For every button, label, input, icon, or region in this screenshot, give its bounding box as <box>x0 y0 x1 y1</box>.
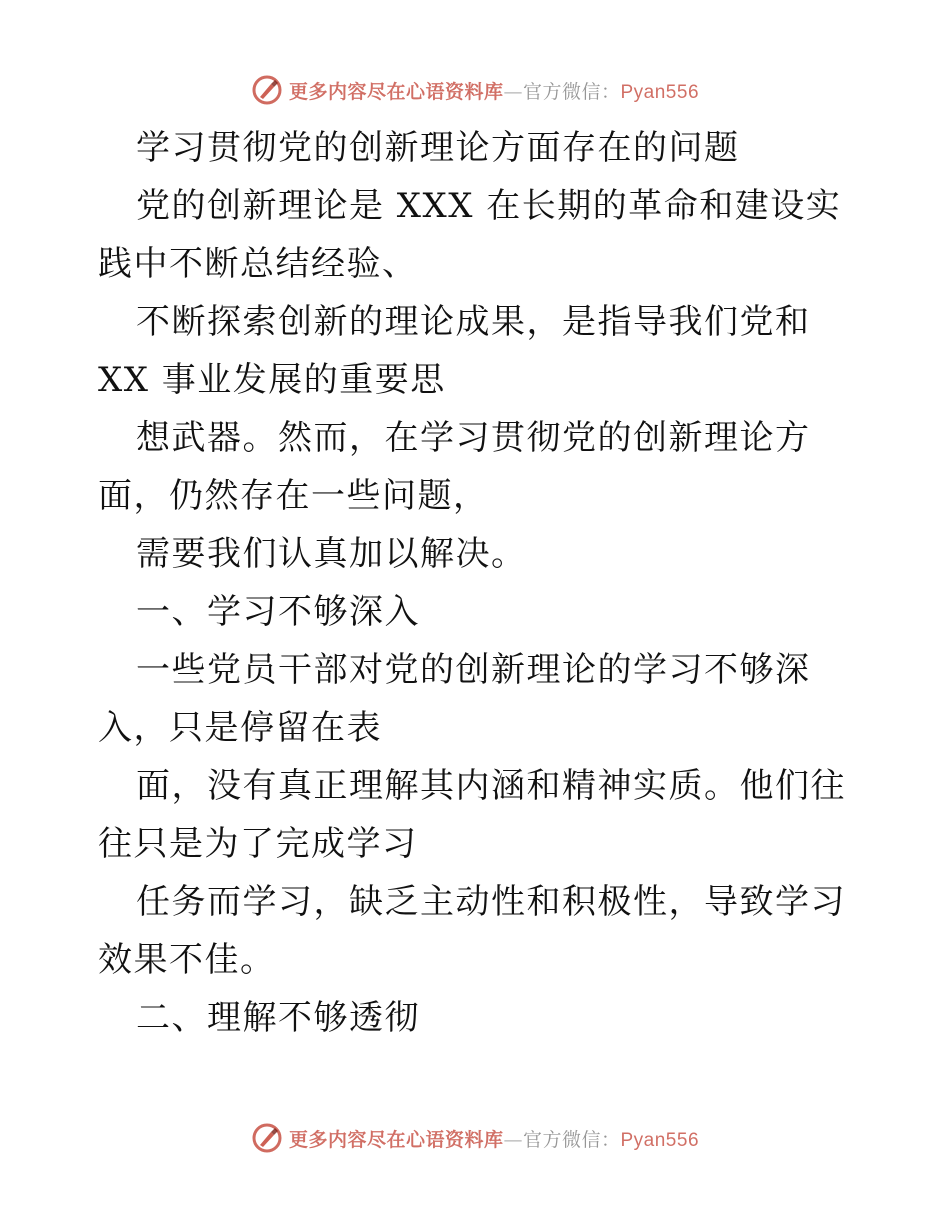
watermark-text <box>289 1125 699 1152</box>
paragraph: 想武器。然而，在学习贯彻党的创新理论方面，仍然存在一些问题， <box>98 418 811 516</box>
section-heading: 二、理解不够透彻 <box>136 998 420 1038</box>
paragraph: 党的创新理论是 XXX 在长期的革命和建设实践中不断总结经验、 <box>98 186 842 284</box>
paragraph: 一些党员干部对党的创新理论的学习不够深入，只是停留在表 <box>98 650 811 748</box>
watermark-separator: — <box>503 80 523 103</box>
watermark-main: 更多内容尽在心语资料库 <box>288 1128 504 1151</box>
watermark-id: Pyan556 <box>620 81 700 103</box>
paragraph: 任务而学习，缺乏主动性和积极性，导致学习效果不佳。 <box>98 882 846 980</box>
watermark-separator: — <box>503 1128 523 1151</box>
watermark-text <box>289 77 699 104</box>
watermark-sub: 官方微信： <box>522 80 621 103</box>
footer-watermark <box>0 1118 950 1158</box>
paragraph: 面，没有真正理解其内涵和精神实质。他们往往只是为了完成学习 <box>98 766 846 864</box>
document-title: 学习贯彻党的创新理论方面存在的问题 <box>136 128 740 168</box>
header-watermark <box>0 70 950 110</box>
section-heading: 一、学习不够深入 <box>136 592 420 632</box>
watermark-id: Pyan556 <box>620 1129 700 1151</box>
pen-in-circle-icon <box>251 74 283 106</box>
paragraph: 不断探索创新的理论成果，是指导我们党和 XX 事业发展的重要思 <box>98 302 811 400</box>
watermark-sub: 官方微信： <box>522 1128 621 1151</box>
watermark-main: 更多内容尽在心语资料库 <box>288 80 504 103</box>
pen-in-circle-icon <box>251 1122 283 1154</box>
document-body <box>98 119 858 1047</box>
paragraph: 需要我们认真加以解决。 <box>136 534 527 574</box>
